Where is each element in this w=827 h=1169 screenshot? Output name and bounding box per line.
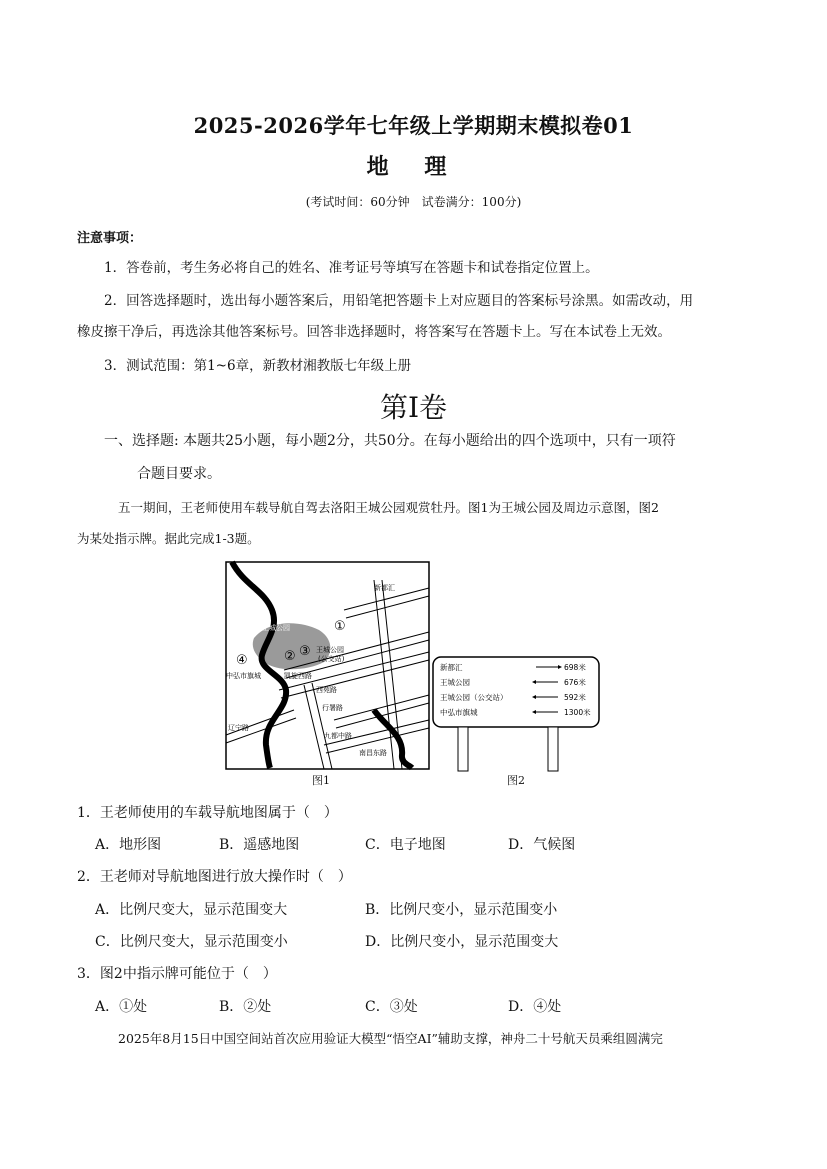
marker-3: ③ bbox=[299, 644, 311, 659]
notice-item-1: 1．答卷前，考生务必将自己的姓名、准考证号等填写在答题卡和试卷指定位置上。 bbox=[104, 260, 599, 276]
subject-title: 地 理 bbox=[366, 154, 461, 180]
paper-title: 2025-2026学年七年级上学期期末模拟卷01 bbox=[193, 113, 634, 138]
label-nanchang: 南昌东路 bbox=[359, 749, 387, 757]
marker-1: ① bbox=[334, 619, 346, 634]
passage-1-line-2: 为某处指示牌。据此完成1-3题。 bbox=[77, 531, 260, 546]
question-3-option-d: D．④处 bbox=[508, 999, 562, 1015]
section-title: 第I卷 bbox=[379, 391, 448, 424]
label-park: 王城公园 bbox=[262, 624, 290, 632]
notice-item-3: 3．测试范围：第1~6章，新教材湘教版七年级上册 bbox=[104, 358, 412, 374]
marker-4: ④ bbox=[236, 653, 248, 668]
sign-row-place: 中弘市旗城 bbox=[440, 708, 478, 717]
question-1-option-b: B．遥感地图 bbox=[219, 837, 300, 853]
notice-heading: 注意事项： bbox=[77, 231, 143, 246]
sign-row-place: 新都汇 bbox=[440, 663, 463, 672]
passage-1-line-1: 五一期间，王老师使用车载导航自驾去洛阳王城公园观赏牡丹。图1为王城公园及周边示意图，图2 bbox=[118, 500, 659, 515]
label-zhonghong: 中弘市旗城 bbox=[226, 672, 261, 680]
figure-1-map bbox=[224, 560, 434, 790]
figure-1-caption: 图1 bbox=[312, 774, 330, 787]
section-instructions-line-2: 合题目要求。 bbox=[137, 466, 221, 482]
question-1-stem: 1．王老师使用的车载导航地图属于（ ） bbox=[77, 805, 338, 821]
label-jiulong: 九都中路 bbox=[324, 732, 352, 740]
question-2-stem: 2．王老师对导航地图进行放大操作时（ ） bbox=[77, 869, 352, 885]
label-xindu: 新都汇 bbox=[374, 584, 395, 592]
question-3-stem: 3．图2中指示牌可能位于（ ） bbox=[77, 966, 277, 982]
question-3-option-a: A．①处 bbox=[95, 999, 148, 1015]
sign-post-left bbox=[458, 727, 468, 771]
sign-row-place: 王城公园 bbox=[440, 678, 470, 687]
label-wenshu: 行署路 bbox=[322, 704, 343, 712]
question-3-option-b: B．②处 bbox=[219, 999, 272, 1015]
figure-2-caption: 图2 bbox=[507, 774, 525, 787]
sign-row-distance: 676米 bbox=[564, 678, 586, 687]
sign-row-place: 王城公园（公交站） bbox=[440, 693, 508, 702]
question-2-option-b: B．比例尺变小，显示范围变小 bbox=[365, 902, 558, 918]
sign-row-distance: 698米 bbox=[564, 663, 586, 672]
notice-item-2-line-1: 2．回答选择题时，选出每小题答案后，用铅笔把答题卡上对应题目的答案标号涂黑。如需改动，用 bbox=[104, 293, 694, 309]
sign-row-distance: 592米 bbox=[564, 693, 586, 702]
sign-post-right bbox=[548, 727, 558, 771]
label-xiyuan: 西苑路 bbox=[316, 686, 337, 694]
sign-row-distance: 1300米 bbox=[564, 708, 591, 717]
question-2-option-c: C．比例尺变大，显示范围变小 bbox=[95, 934, 288, 950]
label-kaixuan: 凯旋西路 bbox=[284, 672, 312, 680]
figure-2-sign bbox=[428, 652, 608, 772]
question-3-option-c: C．③处 bbox=[365, 999, 418, 1015]
label-bus: 王城公园 bbox=[316, 646, 344, 654]
notice-item-2-line-2: 橡皮擦干净后，再选涂其他答案标号。回答非选择题时，将答案写在答题卡上。写在本试卷上无效。 bbox=[77, 324, 671, 340]
question-2-option-a: A．比例尺变大，显示范围变大 bbox=[95, 902, 288, 918]
question-1-option-a: A．地形图 bbox=[95, 837, 162, 853]
question-1-option-c: C．电子地图 bbox=[365, 837, 446, 853]
passage-2-line-1: 2025年8月15日中国空间站首次应用验证大模型“悟空AI”辅助支撑，神舟二十号航天员乘组圆满完 bbox=[118, 1031, 663, 1046]
section-instructions-line-1: 一、选择题: 本题共25小题，每小题2分，共50分。在每小题给出的四个选项中，只有一项符 bbox=[104, 433, 676, 449]
exam-info: (考试时间：60分钟 试卷满分：100分) bbox=[305, 195, 522, 209]
marker-2: ② bbox=[284, 649, 296, 664]
label-bus-2: (公交站) bbox=[318, 655, 345, 663]
question-2-option-d: D．比例尺变小，显示范围变大 bbox=[365, 934, 559, 950]
label-liaoning: 辽宁路 bbox=[228, 724, 249, 732]
question-1-option-d: D．气候图 bbox=[508, 837, 576, 853]
